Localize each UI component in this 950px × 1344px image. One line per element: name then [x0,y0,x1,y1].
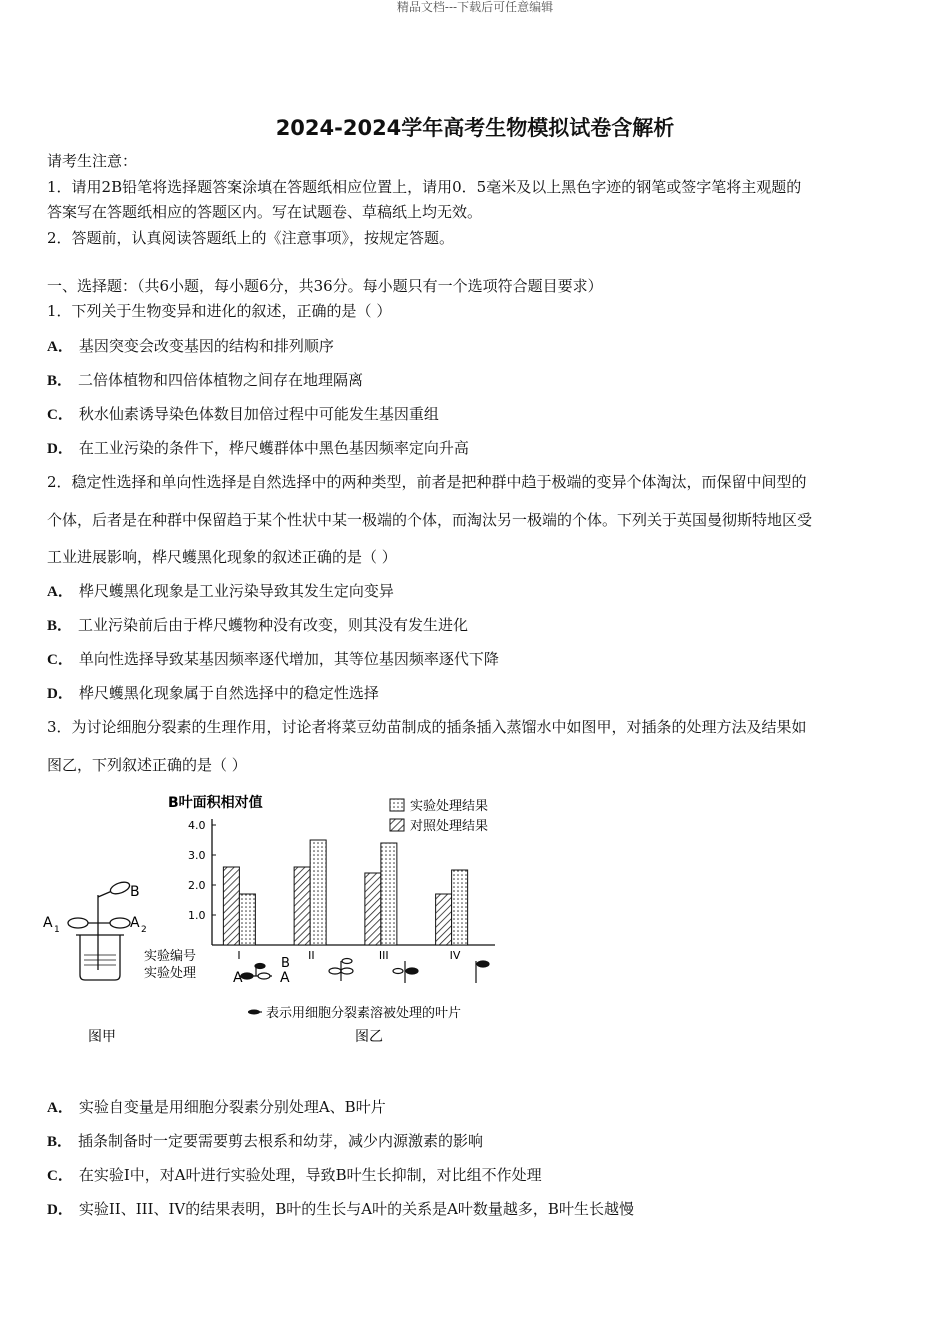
q2-option-b [47,615,468,636]
q2-option-c [47,649,499,670]
footnote-leaf-icon [248,1010,262,1015]
fig-a-cutting-illustration [68,880,131,980]
x-tick-label: I [237,949,241,962]
q3-option-a [47,1097,386,1118]
q3-figure [40,785,540,1055]
y-tick-label: 1.0 [188,909,206,922]
q3-stem-line-2: 图乙，下列叙述正确的是（ ） [47,756,247,774]
option-letter: D． [47,441,73,457]
treatment-iv-icon [476,961,489,983]
bar-hatch-III [365,873,381,945]
x-tick-label: II [308,949,315,962]
treatment-i-label-b: B [281,956,290,971]
notice-heading: 请考生注意： [47,152,138,170]
treatment-ii-icon [329,959,353,982]
fig-b-caption: 图乙 [355,1029,383,1045]
q2-stem-line-3: 工业进展影响，桦尺蠖黑化现象的叙述正确的是（ ） [47,548,397,566]
fig-a-label-b: B [130,884,140,900]
bar-hatch-II [294,867,310,945]
option-text: 在实验I中，对A叶进行实验处理，导致B叶生长抑制，对比组不作处理 [78,1166,542,1184]
bar-hatch-IV [436,894,452,945]
fig-a-label-a1: A [43,915,53,931]
option-text: 桦尺蠖黑化现象属于自然选择中的稳定性选择 [78,684,379,702]
legend-swatch-hatch [390,819,404,831]
option-text: 实验II、III、IV的结果表明，B叶的生长与A叶的关系是A叶数量越多，B叶生长越慢 [78,1200,634,1218]
legend-label: 对照处理结果 [410,819,489,834]
q2-option-d [47,683,379,704]
bar-dots-I [239,894,255,945]
treatment-i-label-a2: A [280,970,290,986]
treatment-iii-icon [393,961,418,983]
option-letter: B． [47,373,73,389]
y-tick-label: 2.0 [188,879,206,892]
section-heading: 一、选择题：（共6小题，每小题6分，共36分。每小题只有一个选项符合题目要求） [47,277,603,295]
bar-dots-II [310,840,326,945]
y-tick-label: 4.0 [188,819,206,832]
q3-option-d [47,1199,634,1220]
x-tick-label: III [378,949,389,962]
q3-option-b [47,1131,483,1152]
option-text: 插条制备时一定要需要剪去根系和幼芽，减少内源激素的影响 [78,1132,484,1150]
figure-footnote: 表示用细胞分裂素溶被处理的叶片 [266,1006,462,1021]
option-text: 桦尺蠖黑化现象是工业污染导致其发生定向变异 [78,582,394,600]
row-label-treatment: 实验处理 [144,966,197,981]
q1-option-d [47,438,469,459]
y-tick-label: 3.0 [188,849,206,862]
notice-item-1-line-1: 1．请用2B铅笔将选择题答案涂填在答题纸相应位置上，请用0．5毫米及以上黑色字迹的钢笔或签字笔将主观题的 [47,178,802,196]
option-text: 在工业污染的条件下，桦尺蠖群体中黑色基因频率定向升高 [78,439,469,457]
leaf-b-icon [109,880,131,896]
fig-a-label-a2-sub: 2 [141,925,147,935]
header-note: 精品文档---下载后可任意编辑 [396,0,554,14]
page-title: 2024-2024学年高考生物模拟试卷含解析 [275,116,675,140]
option-letter: B． [47,1134,73,1150]
beaker-icon [80,935,120,980]
chart-legend [390,798,488,834]
leaf-a2-icon [110,918,130,928]
option-text: 基因突变会改变基因的结构和排列顺序 [78,337,334,355]
q3-option-c [47,1165,542,1186]
q3-figure-svg [40,785,540,1055]
leaf-a1-icon [68,918,88,928]
option-letter: A． [47,339,73,355]
option-text: 秋水仙素诱导染色体数目加倍过程中可能发生基因重组 [78,405,439,423]
option-text: 二倍体植物和四倍体植物之间存在地理隔离 [78,371,364,389]
q1-option-b [47,370,363,391]
bar-hatch-I [223,867,239,945]
chart-bars [223,840,467,962]
legend-label: 实验处理结果 [410,799,489,814]
q1-option-c [47,404,439,425]
q3-stem-line-1: 3．为讨论细胞分裂素的生理作用，讨论者将菜豆幼苗制成的插条插入蒸馏水中如图甲，对插条的处理方法及结果如 [47,718,807,736]
q2-option-a [47,581,394,602]
q1-stem: 1．下列关于生物变异和进化的叙述，正确的是（ ） [47,302,392,320]
bar-dots-IV [452,870,468,945]
option-text: 工业污染前后由于桦尺蠖物种没有改变，则其没有发生进化 [78,616,469,634]
option-text: 实验自变量是用细胞分裂素分别处理A、B叶片 [78,1098,386,1116]
option-letter: A． [47,584,73,600]
option-letter: A． [47,1100,73,1116]
notice-item-1-line-2: 答案写在答题纸相应的答题区内。写在试题卷、草稿纸上均无效。 [47,203,483,221]
fig-a-label-a1-sub: 1 [54,925,60,935]
notice-item-2: 2．答题前，认真阅读答题纸上的《注意事项》，按规定答题。 [47,229,455,247]
legend-swatch-dots [390,799,404,811]
option-letter: C． [47,652,73,668]
q2-stem-line-1: 2．稳定性选择和单向性选择是自然选择中的两种类型，前者是把种群中趋于极端的变异个体淘汰，而保留中间型的 [47,473,807,491]
fig-a-label-a2: A [130,915,140,931]
treatment-illustrations [240,959,489,984]
option-letter: D． [47,686,73,702]
option-letter: B． [47,618,73,634]
chart-y-axis-label: B叶面积相对值 [168,795,263,811]
option-text: 单向性选择导致某基因频率逐代增加，其等位基因频率逐代下降 [78,650,499,668]
x-tick-label: IV [449,949,461,962]
q2-stem-line-2: 个体，后者是在种群中保留趋于某个性状中某一极端的个体，而淘汰另一极端的个体。下列关于英国曼彻斯特地区受 [47,511,813,529]
q1-option-a [47,336,334,357]
option-letter: D． [47,1202,73,1218]
option-letter: C． [47,407,73,423]
bar-dots-III [381,843,397,945]
fig-a-caption: 图甲 [88,1029,116,1045]
row-label-experiment-id: 实验编号 [144,949,197,964]
treatment-i-icon [240,964,272,980]
fig-b-bar-chart [168,794,495,962]
option-letter: C． [47,1168,73,1184]
treatment-i-label-a: A [233,970,243,986]
